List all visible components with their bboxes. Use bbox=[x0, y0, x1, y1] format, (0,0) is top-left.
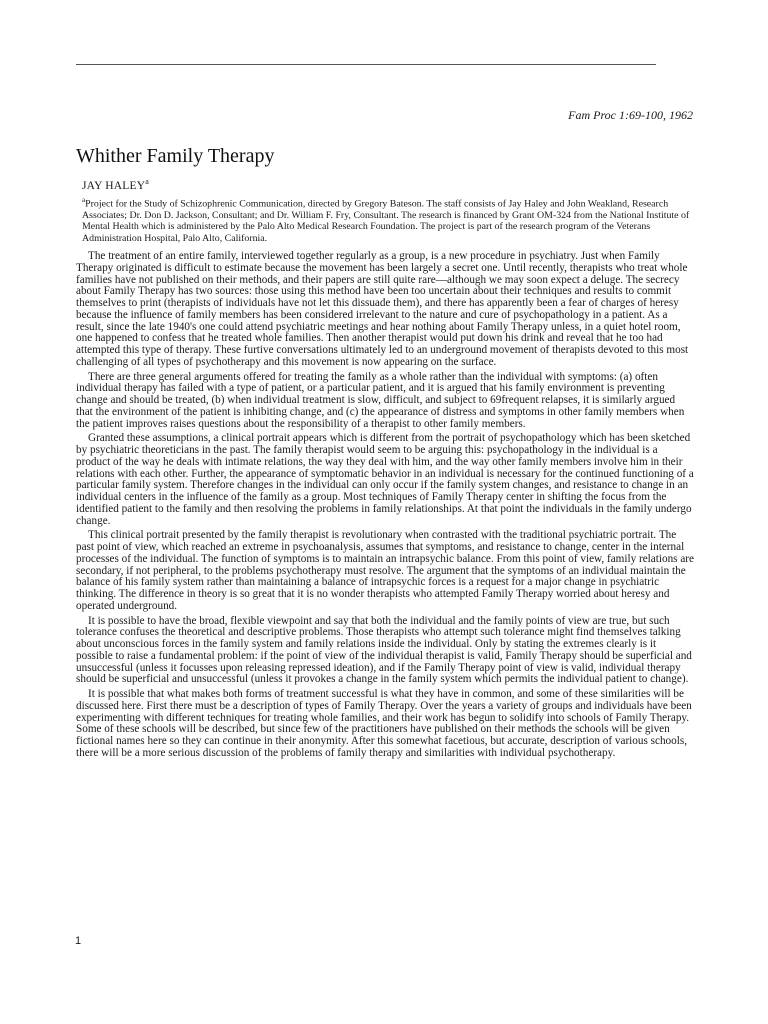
affiliation-footnote bbox=[82, 195, 694, 244]
header-rule bbox=[76, 64, 656, 65]
article-body bbox=[76, 251, 694, 763]
paragraph-6: It is possible that what makes both forms of treatment successful is what they have in common, and some of these similarities will be discussed here. First there must be a description of types of Family Therapy. Over the years a variety of groups and individuals have been experimenting with different techniques for treating whole families, and their work has begun to solidify into schools of Family Therapy. Some of these schools will be described, but since few of the practitioners have published on their methods the schools will be given fictional names here so they can continue in their anonymity. After this somewhat facetious, but accurate, description of various schools, there will be a more serious discussion of the problems of family therapy and similarities with individual psychotherapy. bbox=[76, 688, 692, 759]
footnote-text: Project for the Study of Schizophrenic Communication, directed by Gregory Bateson. The staff consists of Jay Haley and John Weakland, Research Associates; Dr. Don D. Jackson, Consultant; and Dr. William F. Fry, Consultant. The research is financed by Grant OM-324 from the National Institute of Mental Health which is administered by the Palo Alto Medical Research Foundation. The project is part of the research program of the Veterans Administration Hospital, Palo Alto, California. bbox=[82, 198, 690, 244]
paragraph-5: It is possible to have the broad, flexible viewpoint and say that both the individual and the family points of view are true, but such tolerance confuses the theoretical and descriptive problems. Those therapists who attempt such tolerance might find themselves talking about unconscious forces in the family system and family relations inside the individual. Only by stating the extremes clearly is it possible to raise a fundamental problem: if the point of view of the individual therapist is valid, Family Therapy should be superficial and unsuccessful (unless it focusses upon releasing repressed ideation), and if the Family Therapy point of view is valid, individual therapy should be superficial and unsuccessful (unless it provokes a change in the family system which permits the individual patient to change). bbox=[76, 614, 692, 686]
paragraph-1: The treatment of an entire family, interviewed together regularly as a group, is a new procedure in psychiatry. Just when Family Therapy originated is difficult to estimate because the movement has been largely a secret one. Until recently, therapists who treat whole families have not published on their methods, and their papers are still quite rare—although we may soon expect a deluge. The secrecy about Family Therapy has two sources: those using this method have been too uncertain about their techniques and results to commit themselves to print (therapists of individuals have not let this dissuade them), and there has apparently been a fear of charges of heresy because the influence of family members has been considered irrelevant to the nature and cure of psychopathology in a patient. As a result, since the late 1940's one could attend psychiatric meetings and hear nothing about Family Therapy unless, in a quiet hotel room, one happened to confess that he treated whole families. Then another therapist would put down his drink and reveal that he too had attempted this type of therapy. These furtive conversations ultimately led to an underground movement of therapists devoted to this most challenging of all types of psychotherapy and this movement is now appearing on the surface. bbox=[76, 250, 689, 368]
footnote-marker: a bbox=[82, 196, 86, 204]
paragraph-4: This clinical portrait presented by the family therapist is revolutionary when contrasted with the traditional psychiatric portrait. The past point of view, which reached an extreme in psychoanalysis, assumes that symptoms, and resistance to change, center in the internal processes of the individual. The function of symptoms is to maintain an intrapsychic balance. From this point of view, family relations are secondary, if not peripheral, to the problems psychotherapy must resolve. The argument that the symptoms of an individual maintain the balance of his family system rather than maintaining a balance of intrapsychic forces is a request for a major change in psychiatric thinking. The difference in theory is so great that it is no wonder therapists who attempted Family Therapy worried about heresy and operated underground. bbox=[76, 529, 694, 612]
paragraph-3: Granted these assumptions, a clinical portrait appears which is different from the portrait of psychopathology which has been sketched by psychiatric theoreticians in the past. The family therapist would seem to be arguing this: psychopathology in the individual is a product of the way he deals with intimate relations, the way they deal with him, and the way other family members involve him in their relations with each other. Further, the appearance of symptomatic behavior in an individual is necessary for the continued functioning of a particular family system. Therefore changes in the individual can only occur if the family system changes, and resistance to change in an individual centers in the influence of the family as a group. Most techniques of Family Therapy center in shifting the focus from the identified patient to the family and then resolving the problems in family relationships. At that point the individuals in the family undergo change. bbox=[76, 432, 694, 527]
journal-citation: Fam Proc 1:69-100, 1962 bbox=[568, 108, 693, 122]
article-title: Whither Family Therapy bbox=[76, 145, 275, 167]
author-line bbox=[82, 177, 149, 192]
author-footnote-marker: a bbox=[145, 177, 150, 186]
author-name: JAY HALEY bbox=[82, 179, 146, 192]
page-number: 1 bbox=[75, 935, 82, 947]
paragraph-2: There are three general arguments offered for treating the family as a whole rather than the individual with symptoms: (a) often individual therapy has failed with a type of patient, or a particular patient, and it is argued that his family environment is preventing change and should be treated, (b) when individual treatment is slow, difficult, and subject to 69frequent relapses, it is similarly argued that the environment of the patient is inhibiting change, and (c) the appearance of distress and symptoms in other family members when the patient improves raises questions about the responsibility of a therapist to other family members. bbox=[76, 370, 685, 430]
